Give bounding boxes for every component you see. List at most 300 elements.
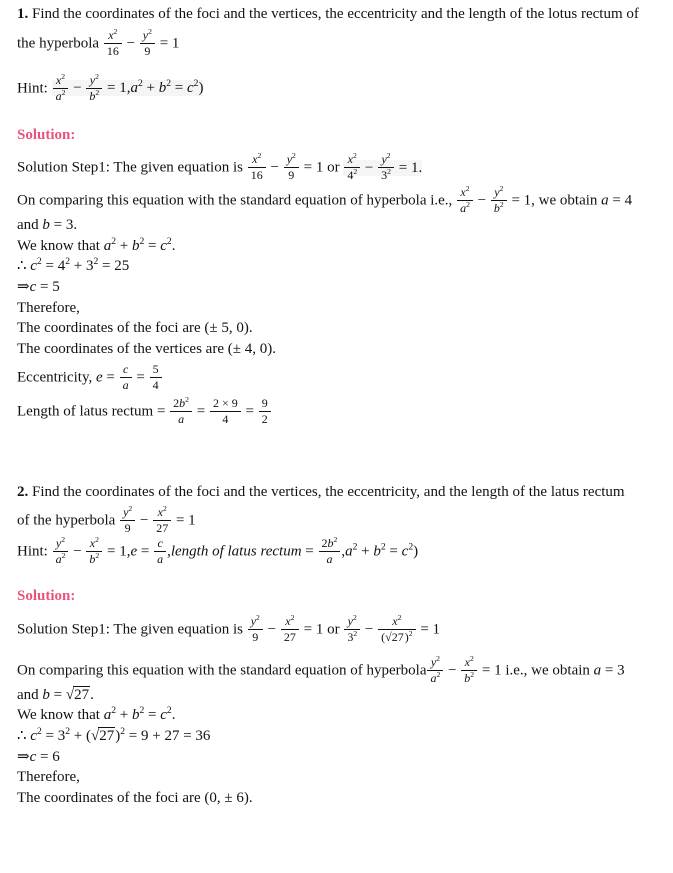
superscript: 2 — [113, 26, 118, 36]
italic-math-text: a — [103, 707, 112, 724]
superscript: 2 — [148, 26, 152, 36]
square-root — [91, 727, 115, 744]
q1-title — [17, 4, 668, 25]
text-run: of the hyperbola — [17, 512, 120, 529]
text-run: ⇒ — [17, 748, 30, 765]
text-run: = — [132, 369, 149, 386]
fraction-denominator — [259, 412, 271, 426]
italic-math-text: a — [345, 543, 353, 560]
text-run: 16 — [250, 168, 263, 183]
superscript: 2 — [95, 551, 100, 561]
text-run: . — [171, 237, 176, 254]
shaded-equation-group — [52, 71, 204, 103]
italic-math-text: y — [142, 27, 149, 42]
text-run: = — [144, 237, 161, 254]
text-run: ∴ — [17, 728, 31, 744]
text-run: + — [116, 707, 132, 724]
italic-math-text: x — [157, 505, 163, 520]
fraction-numerator — [104, 26, 122, 44]
text-run: ⇒ — [17, 279, 30, 296]
fraction-denominator — [378, 630, 415, 644]
italic-math-text: y — [250, 613, 257, 628]
fraction-numerator — [170, 394, 192, 412]
fraction-numerator — [120, 506, 135, 521]
text-run: = — [144, 707, 161, 724]
text-run: = 3 — [41, 728, 66, 744]
superscript: 2 — [436, 669, 441, 679]
fraction — [490, 186, 508, 215]
square-root — [385, 629, 405, 644]
fraction-denominator — [104, 44, 122, 58]
superscript: 2 — [139, 705, 145, 717]
italic-math-text: b — [131, 237, 140, 254]
italic-math-text: a — [103, 237, 112, 254]
fraction-numerator — [86, 537, 102, 552]
text-run: 27 — [283, 629, 296, 644]
text-run: = 1 or — [299, 159, 344, 176]
q1-vertices — [17, 339, 668, 360]
text-run: = 6 — [36, 748, 60, 765]
superscript: 2 — [469, 653, 474, 663]
text-run: Solution Step1: The given equation is — [17, 159, 247, 176]
italic-math-text: b — [464, 670, 471, 685]
q1-hint — [17, 71, 668, 103]
text-run: + 3 — [70, 258, 94, 275]
text-run: ( — [381, 629, 386, 644]
q1-equation — [17, 26, 668, 58]
superscript: 2 — [65, 726, 71, 737]
fraction — [258, 397, 272, 426]
fraction-denominator — [344, 630, 360, 644]
text-run: 2 — [261, 411, 268, 426]
text-run: Find the coordinates of the foci and the vertices, the eccentricity, and the length of the latus rectum — [28, 483, 625, 500]
text-run: On comparing this equation with the standard equation of hyperbola i.e., — [17, 192, 457, 209]
fraction-denominator — [344, 168, 360, 182]
text-run: 2 — [173, 395, 180, 410]
text-run: = — [137, 543, 154, 560]
text-run: = 1, — [103, 543, 131, 560]
text-run: Hint: — [17, 80, 52, 97]
bold-text: 2. — [17, 483, 29, 500]
text-run: We know that — [17, 237, 104, 254]
q1-step1 — [17, 153, 668, 182]
fraction — [85, 537, 103, 566]
superscript: 2 — [352, 151, 357, 161]
text-run: . — [90, 686, 94, 703]
italic-math-text: b — [89, 552, 96, 567]
text-run: ) — [198, 80, 204, 97]
superscript: 2 — [386, 151, 391, 161]
fraction — [119, 363, 133, 392]
fraction-numerator — [154, 537, 166, 552]
italic-math-text: x — [464, 654, 470, 669]
text-run: and — [17, 217, 43, 233]
text-run: = 3 — [601, 662, 625, 679]
superscript: 2 — [95, 87, 100, 97]
fraction-denominator — [154, 552, 166, 566]
text-run: 9 — [261, 395, 268, 410]
q2-know — [17, 705, 668, 726]
superscript: 2 — [111, 705, 116, 717]
text-run: = — [301, 543, 318, 560]
fraction-denominator — [170, 412, 192, 426]
fraction-numerator — [53, 71, 69, 89]
italic-math-text: a — [122, 377, 129, 392]
text-run: We know that — [17, 707, 104, 724]
italic-math-text: c — [30, 728, 37, 744]
fraction-denominator — [53, 552, 69, 566]
fraction-numerator — [248, 612, 263, 630]
text-run: 9 — [288, 168, 295, 183]
text-run: − — [444, 662, 461, 679]
italic-math-text: c — [29, 279, 37, 296]
italic-math-text: y — [347, 613, 353, 628]
italic-math-text: c — [160, 707, 167, 724]
superscript: 2 — [137, 78, 143, 90]
fraction-numerator — [140, 26, 155, 44]
fraction-denominator — [248, 630, 263, 644]
radicand: 27 — [99, 728, 115, 744]
text-run: = 4 — [41, 258, 66, 275]
radicand: 27 — [74, 686, 90, 703]
text-run: − — [361, 621, 378, 638]
q1-compare — [17, 186, 668, 215]
text-run: Solution: — [17, 588, 76, 605]
italic-math-text: y — [55, 536, 62, 551]
fraction-numerator — [461, 653, 477, 671]
fraction-denominator — [427, 671, 443, 685]
text-run: − — [263, 621, 280, 638]
superscript: 2 — [166, 235, 172, 247]
document-content — [17, 4, 668, 809]
italic-math-text: b — [158, 80, 167, 97]
text-run: = 1, we obtain — [507, 192, 602, 209]
text-run: Solution: — [17, 126, 76, 143]
superscript: 2 — [499, 184, 504, 194]
fraction-denominator — [86, 552, 102, 566]
superscript: 2 — [166, 705, 172, 717]
q2-compare — [17, 653, 668, 685]
superscript: 2 — [61, 87, 66, 97]
superscript: 2 — [353, 167, 358, 177]
fraction-denominator — [248, 168, 266, 182]
superscript: 2 — [193, 78, 199, 90]
fraction — [426, 653, 444, 685]
italic-math-text: a — [130, 80, 138, 97]
superscript: 2 — [333, 535, 338, 545]
italic-math-text: c — [157, 536, 163, 551]
italic-math-text: a — [55, 552, 62, 567]
q2-step1 — [17, 612, 668, 644]
fraction-denominator — [53, 89, 69, 103]
q1-know — [17, 236, 668, 257]
radicand: 27 — [391, 629, 404, 644]
text-run: − — [69, 543, 86, 560]
text-run: = 3. — [49, 217, 78, 233]
text-run: 9 — [144, 43, 151, 58]
radical-sign-icon: √ — [91, 728, 99, 744]
fraction-denominator — [210, 412, 241, 426]
radical-sign-icon: √ — [385, 629, 391, 644]
fraction — [343, 153, 361, 182]
text-run: , — [167, 543, 171, 560]
superscript: 2 — [436, 653, 440, 663]
text-run: − — [122, 35, 139, 52]
italic-math-text: c — [187, 80, 194, 97]
q2-foci — [17, 788, 668, 809]
text-run: 16 — [106, 43, 119, 58]
fraction — [152, 506, 172, 535]
fraction-denominator — [491, 201, 507, 215]
text-run: On comparing this equation with the standard equation of hyperbola — [17, 662, 427, 679]
text-run: = — [241, 403, 258, 420]
text-run: 4 — [347, 168, 354, 183]
superscript: 2 — [61, 71, 66, 81]
text-run: and — [17, 686, 43, 703]
text-run: + ( — [70, 728, 91, 744]
text-run: = 5 — [36, 279, 60, 296]
italic-math-text: y — [123, 505, 129, 520]
q1-and-b — [17, 215, 668, 236]
fraction-denominator — [284, 168, 299, 182]
q2-c-squared — [17, 726, 668, 747]
text-run: − — [266, 159, 283, 176]
italic-math-text: b — [373, 543, 381, 560]
text-run: = 1, — [103, 80, 131, 97]
superscript: 2 — [95, 535, 99, 545]
fraction-denominator — [461, 671, 477, 685]
bold-text: 1. — [17, 6, 29, 22]
text-run: 3 — [347, 629, 354, 644]
text-run: = — [102, 369, 119, 386]
superscript: 2 — [36, 726, 42, 737]
q2-and-b — [17, 685, 668, 706]
fraction-denominator — [319, 552, 341, 566]
superscript: 2 — [352, 541, 358, 553]
text-run: Hint: — [17, 543, 52, 560]
fraction-denominator — [150, 378, 162, 392]
text-run: = 1 or — [299, 621, 344, 638]
fraction-numerator — [378, 612, 415, 630]
italic-math-text: y — [430, 654, 437, 669]
text-run: − — [136, 512, 153, 529]
fraction — [247, 612, 264, 644]
fraction-numerator — [248, 153, 266, 168]
superscript: 2 — [353, 628, 358, 638]
superscript: 2 — [292, 151, 296, 161]
text-run: = — [171, 80, 187, 97]
q2-equation — [17, 506, 668, 535]
text-run: Therefore, — [17, 299, 80, 316]
italic-math-text: b — [327, 536, 334, 551]
text-run: = — [385, 543, 402, 560]
fraction-numerator — [457, 186, 473, 201]
italic-math-text: y — [286, 152, 293, 167]
italic-math-text: x — [89, 536, 96, 551]
q2-title — [17, 482, 668, 503]
superscript: 2 — [95, 71, 99, 81]
fraction-denominator — [457, 201, 473, 215]
superscript: 2 — [499, 200, 504, 210]
text-run: Find the coordinates of the foci and the vertices, the eccentricity and the length of the lotus rectum of — [28, 6, 639, 22]
superscript: 2 — [397, 612, 402, 622]
text-run: = — [49, 686, 66, 703]
q1-eccentricity — [17, 363, 668, 392]
text-run: Eccentricity, — [17, 369, 96, 386]
italic-math-text: x — [108, 27, 114, 42]
text-run: = 4 — [608, 192, 633, 209]
fraction-numerator — [378, 153, 394, 168]
text-run: 2 — [321, 536, 328, 551]
superscript: 2 — [36, 256, 42, 268]
italic-math-text: x — [392, 613, 398, 628]
fraction-numerator — [491, 186, 507, 201]
q1-foci — [17, 318, 668, 339]
fraction — [209, 397, 242, 426]
superscript: 2 — [61, 551, 66, 561]
superscript: 2 — [257, 151, 262, 161]
italic-math-text: a — [157, 552, 164, 567]
q1-c-squared — [17, 256, 668, 277]
superscript: 2 — [128, 504, 133, 514]
text-run: = — [193, 403, 209, 420]
text-run: ) — [413, 543, 419, 560]
radical-sign-icon: √ — [65, 686, 74, 703]
fraction — [139, 26, 156, 58]
fraction-denominator — [378, 168, 394, 182]
text-run: 9 — [124, 521, 131, 536]
italic-math-text: b — [179, 395, 186, 410]
superscript: 2 — [93, 256, 99, 268]
text-run: = 1 — [416, 621, 441, 638]
superscript: 2 — [162, 504, 167, 514]
italic-math-text: e — [130, 543, 138, 560]
q1-c-value — [17, 277, 668, 298]
text-run: + — [142, 80, 159, 97]
text-run: − — [69, 80, 86, 97]
superscript: 2 — [111, 235, 116, 247]
superscript: 2 — [185, 394, 190, 404]
q1-therefore — [17, 298, 668, 319]
superscript: 2 — [465, 184, 470, 194]
fraction — [247, 153, 267, 182]
text-run: , — [341, 543, 346, 560]
italic-math-text: y — [381, 152, 387, 167]
superscript: 2 — [470, 669, 475, 679]
fraction — [149, 363, 163, 392]
italic-math-text: b — [89, 88, 96, 103]
italic-math-text: x — [460, 185, 466, 200]
fraction-numerator — [150, 363, 162, 378]
fraction — [460, 653, 478, 685]
text-run: The coordinates of the vertices are (± 4, 0). — [17, 341, 276, 358]
superscript: 2 — [352, 612, 357, 622]
text-run: = 9 + 27 = 36 — [125, 728, 211, 744]
fraction-denominator — [120, 521, 135, 535]
italic-math-text: a — [460, 201, 467, 216]
text-run: ∴ — [17, 258, 31, 275]
superscript: 2 — [166, 78, 172, 90]
q2-hint — [17, 537, 668, 566]
fraction — [377, 612, 416, 644]
text-run: = 1 i.e., we obtain — [478, 662, 594, 679]
fraction-numerator — [344, 153, 360, 168]
fraction-numerator — [319, 537, 341, 552]
text-run: the hyperbola — [17, 35, 103, 52]
text-run: = 1 — [172, 512, 196, 529]
superscript: 2 — [466, 200, 470, 210]
italic-math-text: c — [122, 361, 129, 376]
italic-math-text: a — [178, 411, 185, 426]
italic-math-text: a — [55, 88, 62, 103]
text-run: 27 — [156, 521, 169, 536]
q1-latus — [17, 394, 668, 426]
text-run: + — [116, 237, 132, 254]
fraction-numerator — [344, 612, 360, 630]
fraction — [456, 186, 474, 215]
superscript: 2 — [408, 541, 414, 553]
text-run: Therefore, — [17, 769, 80, 786]
superscript: 2 — [387, 167, 391, 177]
text-run: Solution Step1: The given equation is — [17, 621, 247, 638]
italic-math-text: c — [401, 543, 409, 560]
italic-math-text: e — [95, 369, 103, 386]
text-run: 3 — [381, 168, 388, 183]
fraction-numerator — [210, 397, 241, 412]
fraction — [103, 26, 123, 58]
q2-solution-heading — [17, 586, 668, 607]
superscript: 2 — [61, 535, 66, 545]
fraction-denominator — [120, 378, 132, 392]
fraction-denominator — [153, 521, 171, 535]
q2-c-value — [17, 747, 668, 768]
text-run: − — [361, 159, 378, 176]
fraction-numerator — [153, 506, 171, 521]
fraction — [85, 71, 103, 103]
shaded-equation-group — [343, 151, 423, 183]
fraction-denominator — [140, 44, 155, 58]
fraction — [280, 612, 300, 644]
fraction-numerator — [427, 653, 443, 671]
fraction — [343, 612, 361, 644]
superscript: 2 — [120, 726, 126, 737]
fraction-numerator — [86, 71, 102, 89]
text-run: = 25 — [98, 258, 130, 275]
fraction — [283, 153, 300, 182]
text-run: = 1. — [394, 159, 423, 176]
italic-math-text: x — [285, 613, 291, 628]
italic-math-text: a — [326, 552, 333, 567]
text-run: 2 × 9 — [212, 395, 238, 410]
q1-solution-heading — [17, 125, 668, 146]
italic-math-text: a — [430, 670, 437, 685]
italic-math-text: b — [42, 217, 50, 233]
text-run: Length of latus rectum = — [17, 403, 170, 420]
text-run: + — [357, 543, 374, 560]
superscript: 2 — [256, 612, 260, 622]
superscript: 2 — [380, 541, 386, 553]
fraction — [52, 71, 70, 103]
fraction-numerator — [53, 537, 69, 552]
text-run: The coordinates of the foci are (0, ± 6). — [17, 790, 253, 807]
italic-math-text: x — [252, 152, 258, 167]
italic-math-text: a — [593, 662, 602, 679]
italic-math-text: c — [30, 258, 37, 275]
text-run: 9 — [252, 629, 259, 644]
fraction — [318, 537, 342, 566]
text-run: 5 — [152, 361, 159, 376]
text-run: The coordinates of the foci are (± 5, 0). — [17, 320, 253, 337]
